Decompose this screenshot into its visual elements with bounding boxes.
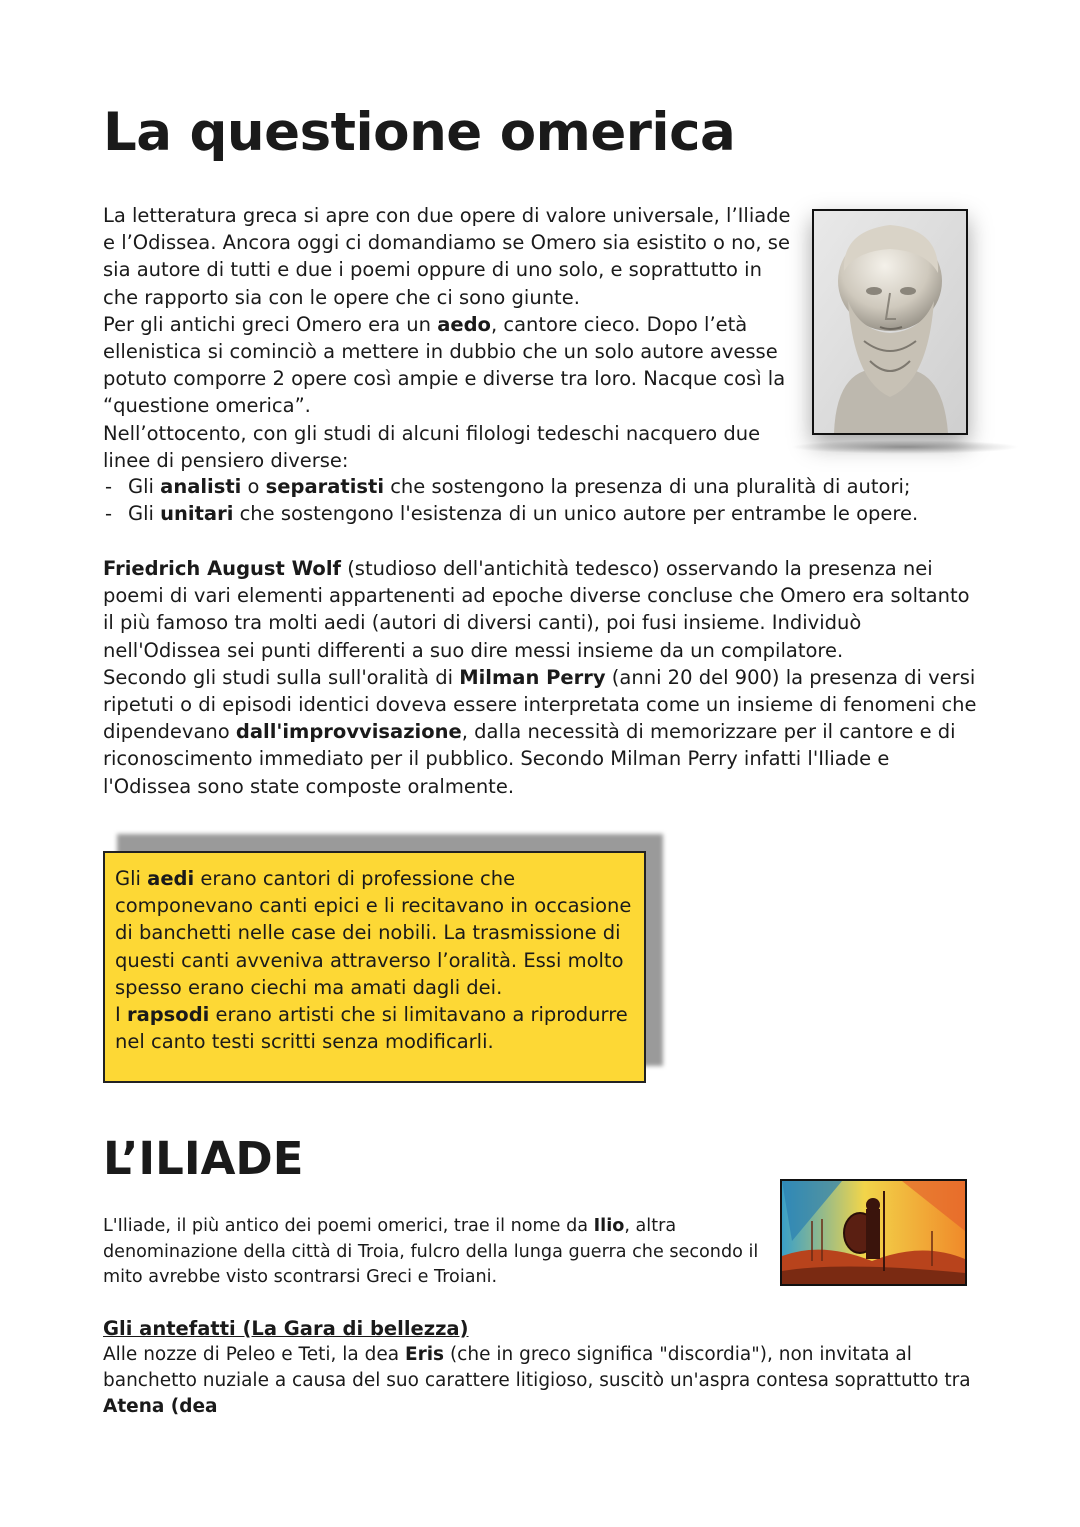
iliade-text: , altra denominazione della città di Troia, fulcro della lunga guerra che secondo il mito avrebbe visto scontrarsi Greci e Troiani. [103, 1216, 759, 1287]
improvvisazione-term: dall'improvvisazione [235, 720, 462, 744]
callout-text [115, 865, 643, 1055]
iliade-heading: L’ILIADE [103, 1132, 304, 1185]
intro-text-3: Nell’ottocento, con gli studi di alcuni filologi tedeschi nacquero due linee di pensiero diverse: [103, 421, 761, 472]
antefatti-paragraph [103, 1342, 983, 1420]
callout-text-part: erano cantori di professione che componevano canti epici e li recitavano in occasione di banchetti nelle case dei nobili. La trasmissione di questi canti avveniva attraverso l’oralità. Essi molto spesso erano ciechi ma amati dagli dei. [115, 867, 632, 999]
perry-text: (anni 20 del 900) la presenza di versi ripetuti o di episodi identici doveva essere interpretata come un insieme di fenomeni che dipendevano [103, 665, 977, 744]
list-text: Gli [128, 502, 161, 526]
wolf-perry-paragraph [103, 555, 983, 800]
perry-text: , dalla necessità di memorizzare per il cantore e di riconoscimento immediato per il pubblico. Secondo Milman Perry infatti l'Iliade e l'Odissea sono state composte oralmente. [103, 720, 956, 798]
unitari-term: unitari [160, 502, 234, 526]
wolf-text: (studioso dell'antichità tedesco) osservando la presenza nei poemi di vari elementi appartenenti ad epoche diverse concluse che Omero era soltanto il più famoso tra molti aedi (autori di diversi canti), poi fusi insieme. Individuò nell'Odissea sei punti differenti a suo dire messi insieme da un compilatore. [103, 557, 970, 662]
intro-text-2c: , cantore cieco. Dopo l’età ellenistica si cominciò a mettere in dubbio che un solo autore avesse potuto comporre 2 opere così ampie e diverse tra loro. Nacque così la “questione omerica”. [103, 312, 786, 418]
list-item [103, 473, 983, 500]
intro-text-1: La letteratura greca si apre con due opere di valore universale, l’Iliade e l’Odissea. Ancora oggi ci domandiamo se Omero sia esistito o no, se sia autore di tutti e due i poemi oppure di uno solo, e soprattutto in che rapporto sia con le opere che ci sono giunte. [103, 204, 791, 309]
image-shadow [790, 440, 1020, 454]
antefatti-text: Alle nozze di Peleo e Teti, la dea [103, 1344, 405, 1365]
iliade-paragraph [103, 1214, 763, 1291]
perry-text: Secondo gli studi sulla sull'oralità di [103, 665, 460, 689]
aedi-rapsodi-callout [103, 851, 646, 1083]
antefatti-text: (che in greco significa "discordia"), non invitata al banchetto nuziale a causa del suo carattere litigioso, suscitò un'aspra contesa soprattutto tra [103, 1344, 971, 1391]
aedo-term: aedo [437, 312, 491, 336]
warrior-illustration [782, 1181, 965, 1284]
callout-text-part: I [115, 1003, 127, 1027]
iliade-text: L'Iliade, il più antico dei poemi omerici, trae il nome da [103, 1216, 594, 1236]
ilio-term: Ilio [593, 1216, 625, 1236]
analisti-term: analisti [160, 475, 242, 498]
atena-term: Atena (dea [103, 1396, 218, 1417]
perry-name: Milman Perry [459, 665, 606, 689]
antefatti-heading: Gli antefatti (La Gara di bellezza) [103, 1317, 469, 1340]
eris-term: Eris [404, 1344, 445, 1365]
callout-text-part: erano artisti che si limitavano a riprodurre nel canto testi scritti senza modificarli. [115, 1003, 628, 1054]
page-title: La questione omerica [103, 102, 736, 163]
callout-text-part: Gli [115, 867, 148, 890]
list-item [103, 500, 983, 527]
aedi-term: aedi [147, 867, 195, 890]
schools-list [103, 473, 983, 527]
rapsodi-term: rapsodi [126, 1003, 210, 1027]
trojan-warrior-image [780, 1179, 967, 1286]
list-text: che sostengono l'esistenza di un unico autore per entrambe le opere. [233, 502, 919, 526]
separatisti-term: separatisti [265, 475, 385, 498]
intro-paragraph [103, 202, 803, 474]
wolf-name: Friedrich August Wolf [103, 557, 341, 580]
homer-bust-illustration [814, 211, 966, 433]
list-text: che sostengono la presenza di una pluralità di autori; [384, 475, 911, 498]
list-text: Gli [128, 475, 161, 498]
list-text: o [241, 475, 266, 498]
intro-text-2a: Per gli antichi greci Omero era un [103, 312, 438, 336]
homer-bust-image [812, 209, 968, 435]
